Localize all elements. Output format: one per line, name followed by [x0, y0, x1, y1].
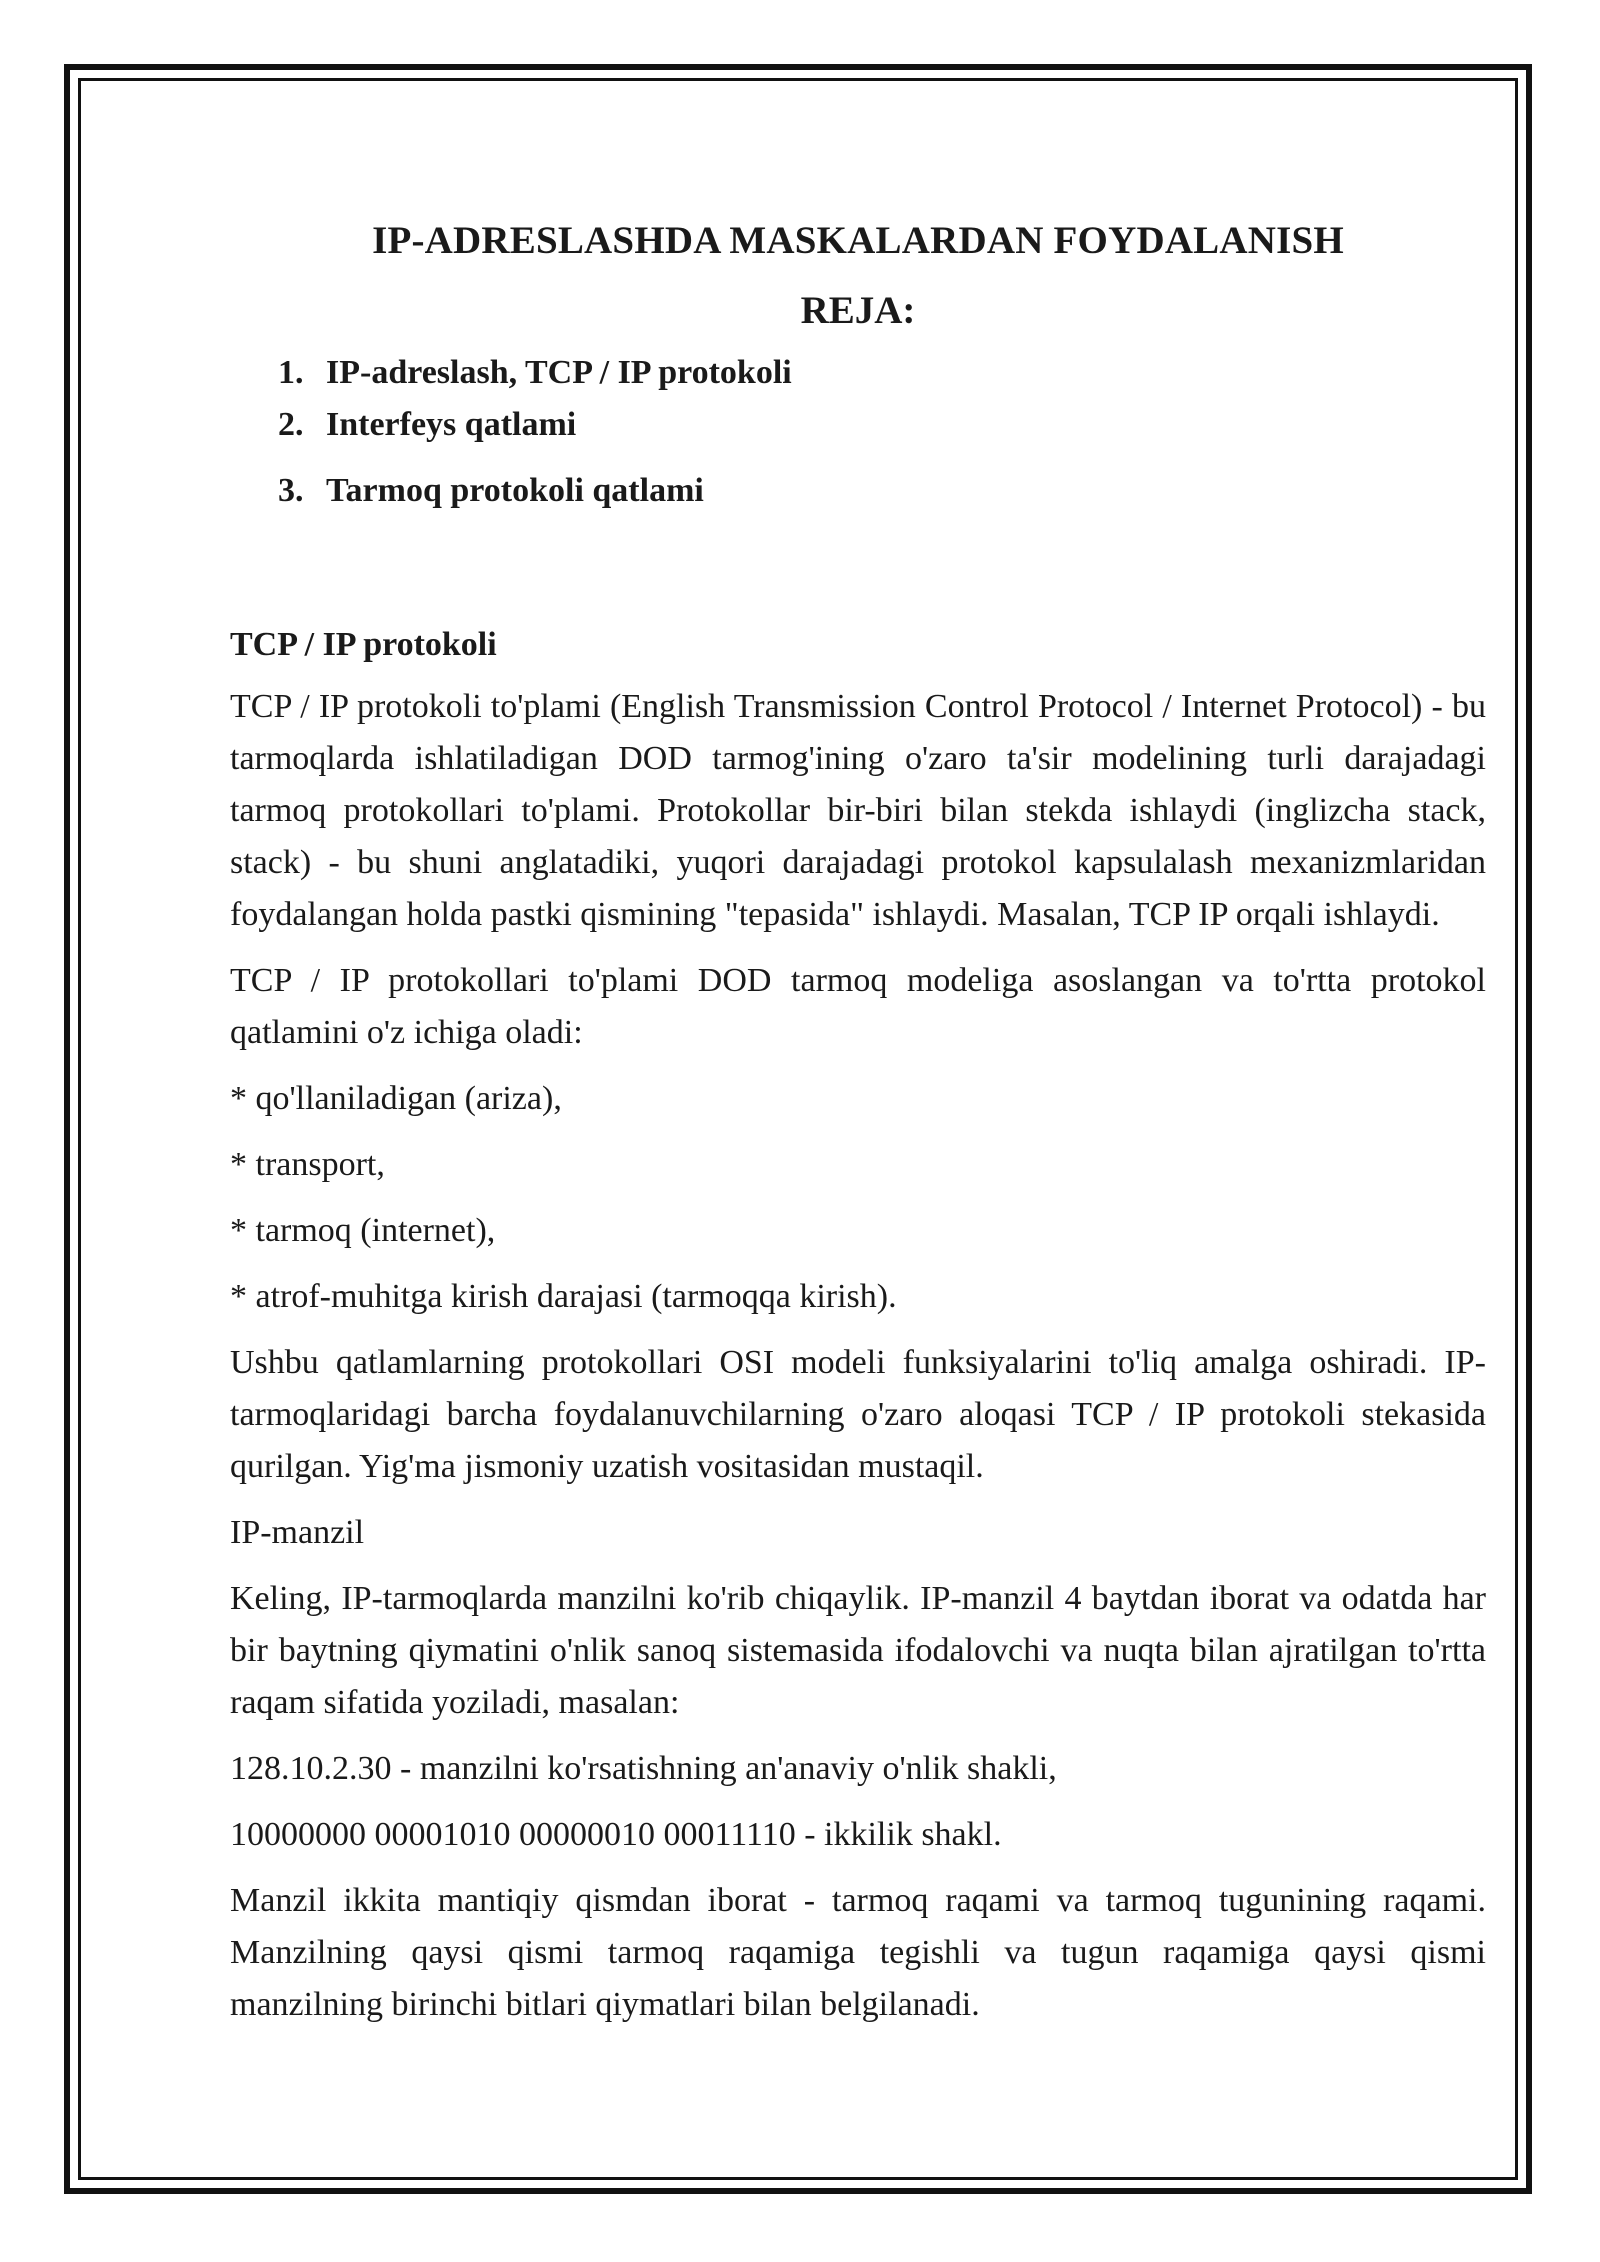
- plan-item: [230, 399, 1486, 451]
- subheading-ip-address: IP-manzil: [230, 1514, 365, 1551]
- bullet-item: * qo'llaniladigan (ariza),: [230, 1080, 562, 1117]
- document-title: IP-ADRESLASHDA MASKALARDAN FOYDALANISH: [372, 219, 1344, 262]
- plan-item-number: 3.: [278, 472, 304, 509]
- plan-item-number: 1.: [278, 354, 304, 391]
- plan-item-text: Interfeys qatlami: [326, 406, 577, 443]
- document-content: [230, 205, 1486, 2045]
- bullet-item: * transport,: [230, 1146, 385, 1183]
- section-heading: TCP / IP protokoli: [230, 626, 497, 663]
- plan-item-text: IP-adreslash, TCP / IP protokoli: [326, 354, 792, 391]
- plan-item-number: 2.: [278, 406, 304, 443]
- paragraph: Keling, IP-tarmoqlarda manzilni ko'rib chiqaylik. IP-manzil 4 baytdan iborat va odatda har bir baytning qiymatini o'nlik sanoq sistemasida ifodalovchi va nuqta bilan ajratilgan to'rtta raqam sifatida yoziladi, masalan:: [230, 1580, 1486, 1721]
- example-line: 10000000 00001010 00000010 00011110 - ikkilik shakl.: [230, 1816, 1002, 1853]
- plan-list: [230, 347, 1486, 517]
- plan-heading: REJA:: [800, 289, 916, 332]
- plan-item: [230, 347, 1486, 399]
- paragraph: Ushbu qatlamlarning protokollari OSI modeli funksiyalarini to'liq amalga oshiradi. IP-tarmoqlaridagi barcha foydalanuvchilarning o'zaro aloqasi TCP / IP protokoli stekasida qurilgan. Yig'ma jismoniy uzatish vositasidan mustaqil.: [230, 1344, 1486, 1485]
- plan-item: [230, 465, 1486, 517]
- plan-item-text: Tarmoq protokoli qatlami: [326, 472, 704, 509]
- bullet-item: * atrof-muhitga kirish darajasi (tarmoqqa kirish).: [230, 1278, 897, 1315]
- paragraph: TCP / IP protokoli to'plami (English Transmission Control Protocol / Internet Protocol) - bu tarmoqlarda ishlatiladigan DOD tarmog'ining o'zaro ta'sir modelining turli darajadagi tarmoq protokollari to'plami. Protokollar bir-biri bilan stekda ishlaydi (inglizcha stack, stack) - bu shuni anglatadiki, yuqori darajadagi protokol kapsulalash mexanizmlaridan foydalangan holda pastki qismining "tepasida" ishlaydi. Masalan, TCP IP orqali ishlaydi.: [230, 688, 1486, 933]
- bullet-item: * tarmoq (internet),: [230, 1212, 496, 1249]
- paragraph: TCP / IP protokollari to'plami DOD tarmoq modeliga asoslangan va to'rtta protokol qatlamini o'z ichiga oladi:: [230, 962, 1486, 1051]
- paragraph: Manzil ikkita mantiqiy qismdan iborat - tarmoq raqami va tarmoq tugunining raqami. Manzilning qaysi qismi tarmoq raqamiga tegishli va tugun raqamiga qaysi qismi manzilning birinchi bitlari qiymatlari bilan belgilanadi.: [230, 1882, 1486, 2023]
- example-line: 128.10.2.30 - manzilni ko'rsatishning an'anaviy o'nlik shakli,: [230, 1750, 1057, 1787]
